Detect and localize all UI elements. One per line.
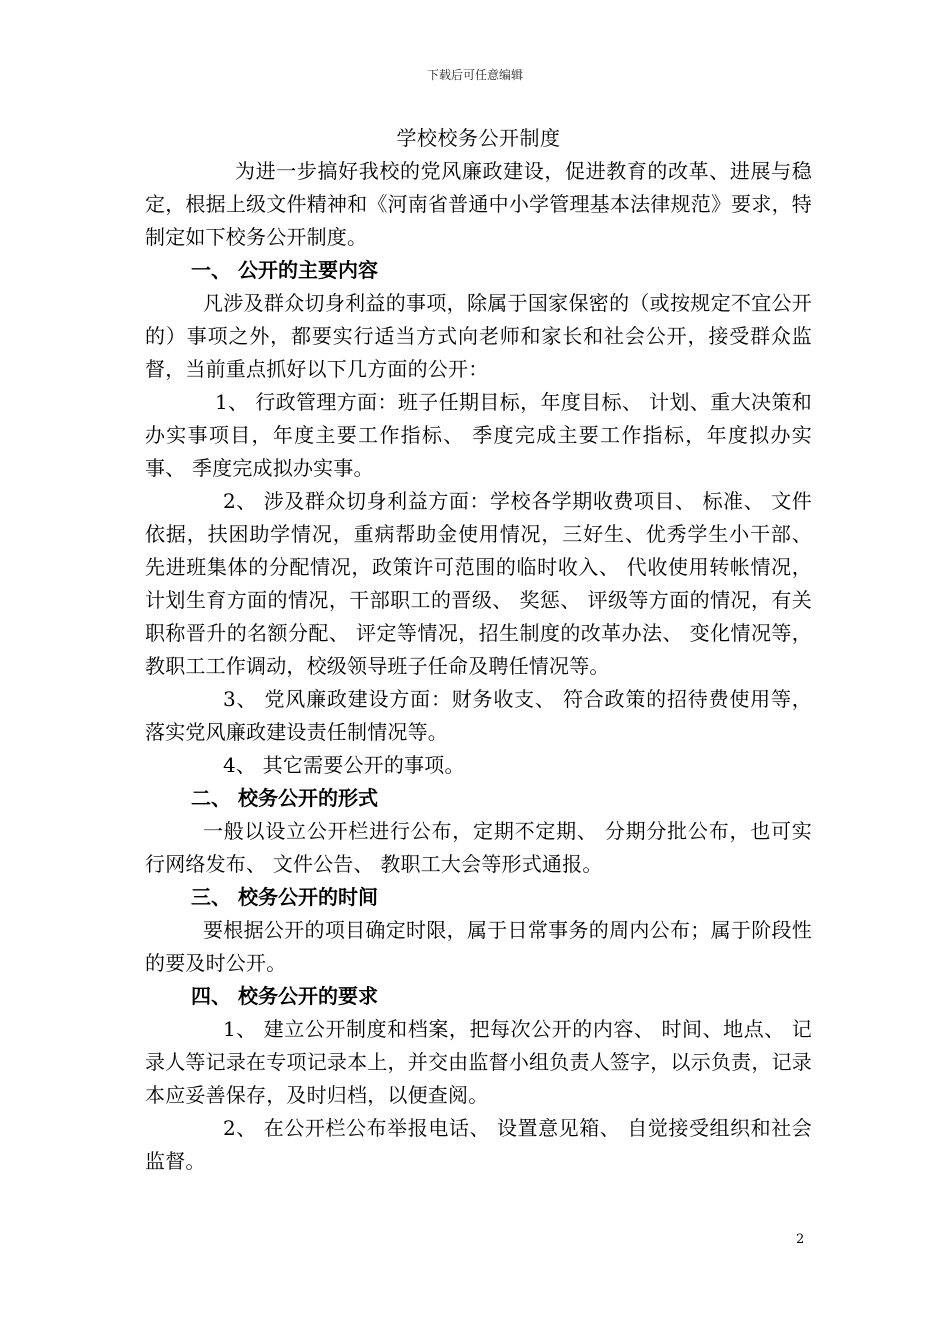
section-1-item-2 bbox=[145, 485, 812, 683]
item-number: 2、 bbox=[223, 489, 257, 513]
section-heading-1: 一、 公开的主要内容 bbox=[191, 258, 378, 282]
section-1-item-4 bbox=[145, 749, 812, 782]
section-2-body: 一般以设立公开栏进行公布，定期不定期、 分期分批公布，也可实行网络发布、 文件公告、 教职工大会等形式通报。 bbox=[145, 819, 812, 876]
page-number: 2 bbox=[796, 1232, 805, 1247]
item-number: 4、 bbox=[223, 753, 257, 777]
document-title: 学校校务公开制度 bbox=[396, 126, 561, 150]
item-text: 涉及群众切身利益方面：学校各学期收费项目、 标准、 文件依据，扶困助学情况，重病帮助金使用情况，三好生、优秀学生小干部、 先进班集体的分配情况，政策许可范围的临时收入、 代收使用转帐情况，计划生育方面的情况，干部职工的晋级、 奖惩、 评级等方面的情况，有关职称晋升的名额分配、 评定等情况，招生制度的改革办法、 变化情况等，教职工工作调动，校级领导班子任命及聘任情况等。 bbox=[145, 489, 812, 678]
intro-paragraph: 为进一步搞好我校的党风廉政建设，促进教育的改革、进展与稳定，根据上级文件精神和《河南省普通中小学管理基本法律规范》要求，特制定如下校务公开制度。 bbox=[145, 159, 812, 249]
section-4-item-1 bbox=[145, 1013, 812, 1112]
section-1-item-1 bbox=[145, 386, 812, 485]
item-number: 2、 bbox=[223, 1116, 257, 1140]
section-heading-2: 二、 校务公开的形式 bbox=[191, 786, 378, 810]
section-heading-3: 三、 校务公开的时间 bbox=[191, 885, 378, 909]
item-number: 1、 bbox=[223, 1017, 257, 1041]
item-text: 行政管理方面：班子任期目标，年度目标、 计划、重大决策和办实事项目，年度主要工作指标、 季度完成主要工作指标，年度拟办实事、 季度完成拟办实事。 bbox=[145, 390, 813, 480]
section-1-body: 凡涉及群众切身利益的事项，除属于国家保密的（或按规定不宜公开的）事项之外，都要实行适当方式向老师和家长和社会公开，接受群众监督，当前重点抓好以下几方面的公开： bbox=[145, 291, 812, 381]
item-text: 建立公开制度和档案，把每次公开的内容、 时间、地点、 记录人等记录在专项记录本上，并交由监督小组负责人签字，以示负责，记录本应妥善保存，及时归档，以便查阅。 bbox=[145, 1017, 812, 1107]
section-1-item-3 bbox=[145, 683, 812, 749]
document-body bbox=[145, 122, 812, 1178]
item-text: 在公开栏公布举报电话、 设置意见箱、 自觉接受组织和社会监督。 bbox=[145, 1116, 812, 1173]
section-4-item-2 bbox=[145, 1112, 812, 1178]
item-text: 党风廉政建设方面：财务收支、 符合政策的招待费使用等，落实党风廉政建设责任制情况等。 bbox=[145, 687, 812, 744]
section-3-body: 要根据公开的项目确定时限，属于日常事务的周内公布；属于阶段性的要及时公开。 bbox=[145, 918, 812, 975]
item-text: 其它需要公开的事项。 bbox=[256, 753, 465, 777]
section-heading-4: 四、 校务公开的要求 bbox=[191, 984, 378, 1008]
item-number: 1、 bbox=[215, 390, 249, 414]
page-header: 下载后可任意编辑 bbox=[426, 68, 523, 82]
item-number: 3、 bbox=[223, 687, 258, 711]
